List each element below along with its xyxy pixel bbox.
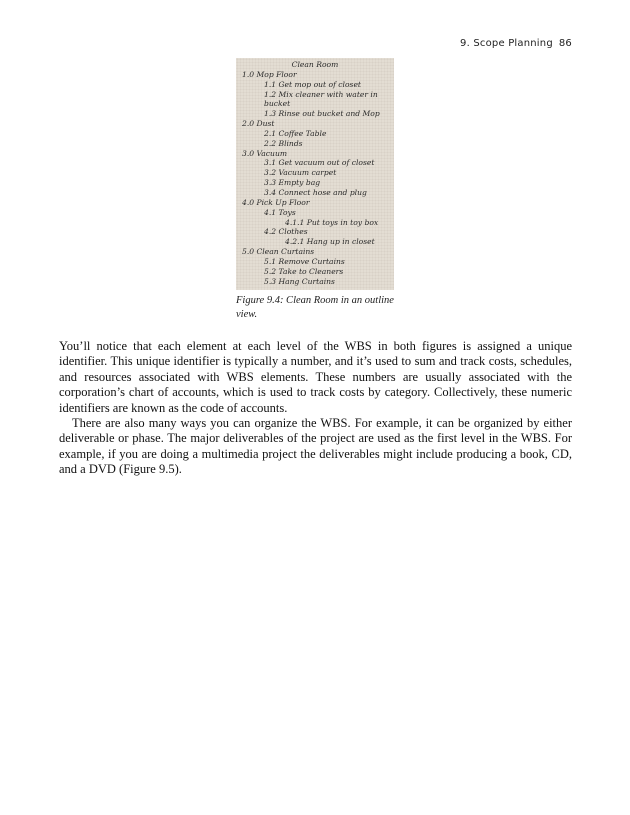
- outline-item: 3.4 Connect hose and plug: [264, 187, 367, 197]
- outline-item: 5.1 Remove Curtains: [264, 256, 345, 266]
- outline-item: 4.1.1 Put toys in toy box: [285, 217, 379, 227]
- outline-item: 3.3 Empty bag: [264, 178, 321, 188]
- outline-item: 5.2 Take to Cleaners: [264, 266, 344, 276]
- figure-title: Clean Room: [291, 60, 339, 69]
- outline-item: 5.0 Clean Curtains: [242, 247, 315, 257]
- outline-item: 1.3 Rinse out bucket and Mop: [264, 109, 380, 119]
- outline-item: 2.1 Coffee Table: [264, 128, 327, 138]
- outline-item: 3.0 Vacuum: [242, 148, 288, 158]
- outline-item: 3.2 Vacuum carpet: [264, 168, 337, 178]
- outline-item: 3.1 Get vacuum out of closet: [264, 158, 375, 168]
- clean-room-outline-figure: [236, 58, 394, 290]
- figure-caption: Figure 9.4: Clean Room in an outline view.: [236, 295, 394, 320]
- outline-item: 1.0 Mop Floor: [242, 69, 297, 79]
- outline-item: 4.2.1 Hang up in closet: [285, 237, 375, 247]
- paragraph: You’ll notice that each element at each level of the WBS in both figures is assigned a unique identifier. This unique identifier is typically a number, and it’s used to sum and track costs, schedules, and resources associated with WBS elements. These numbers are usually associated with the corporation’s chart of accounts, which is used to track costs by category. Collectively, these numeric identifiers are known as the code of accounts.: [59, 339, 572, 415]
- outline-item: 4.0 Pick Up Floor: [242, 197, 310, 207]
- outline-item: 4.1 Toys: [264, 207, 296, 217]
- page-number: 86: [558, 38, 572, 49]
- outline-item: 2.0 Dust: [242, 119, 275, 129]
- paragraph: There are also many ways you can organize the WBS. For example, it can be organized by either deliverable or phase. The major deliverables of the project are used as the first level in the WBS. For example, if you are doing a multimedia project the deliverables might include producing a book, CD, and a DVD (Figure 9.5).: [59, 416, 572, 477]
- running-header: [460, 38, 572, 49]
- outline-item: 4.2 Clothes: [264, 227, 308, 237]
- chapter-title: 9. Scope Planning: [460, 38, 553, 49]
- outline-item: bucket: [264, 99, 291, 109]
- outline-item: 1.2 Mix cleaner with water in: [264, 89, 378, 99]
- outline-item: 1.1 Get mop out of closet: [264, 79, 361, 89]
- body-text: [59, 339, 572, 478]
- outline-item: 5.3 Hang Curtains: [264, 276, 335, 286]
- outline-item: 2.2 Blinds: [264, 138, 303, 148]
